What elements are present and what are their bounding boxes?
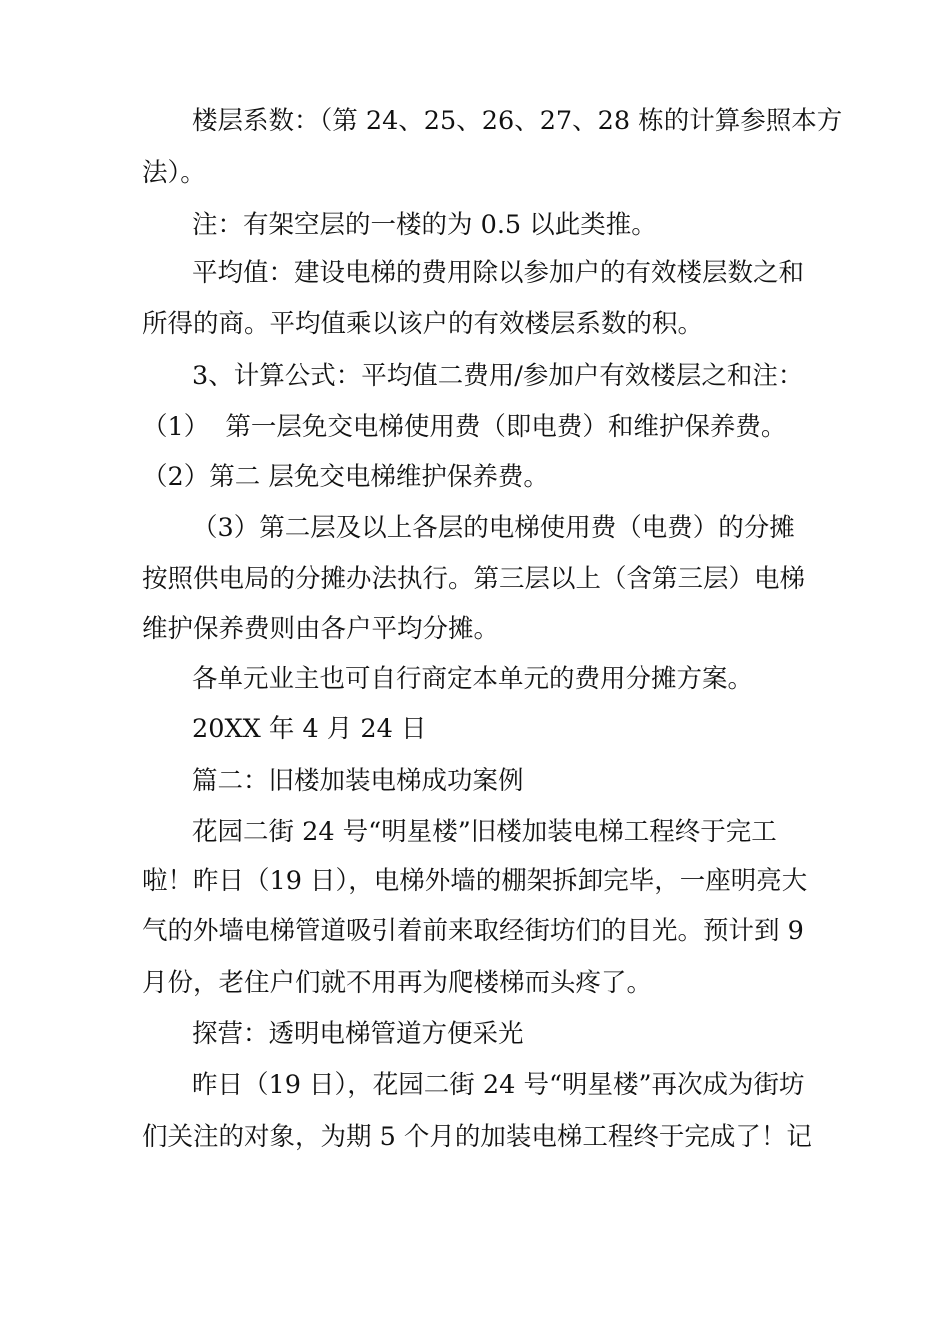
text-line: 气的外墙电梯管道吸引着前来取经街坊们的目光。预计到 9 [142, 916, 804, 946]
text-line: （1） 第一层免交电梯使用费（即电费）和维护保养费。 [142, 412, 787, 442]
text-line: 注：有架空层的一楼的为 0.5 以此类推。 [192, 210, 657, 240]
text-line: （3）第二层及以上各层的电梯使用费（电费）的分摊 [192, 513, 795, 543]
text-line: 月份，老住户们就不用再为爬楼梯而头疼了。 [142, 968, 653, 998]
text-line: 平均值：建设电梯的费用除以参加户的有效楼层数之和 [192, 258, 805, 288]
text-line: 法）。 [142, 158, 206, 188]
text-line: 按照供电局的分摊办法执行。第三层以上（含第三层）电梯 [142, 564, 806, 594]
date-line: 20XX 年 4 月 24 日 [192, 714, 427, 744]
section-heading: 篇二：旧楼加装电梯成功案例 [192, 766, 524, 796]
text-line: 昨日（19 日），花园二街 24 号“明星楼”再次成为街坊 [192, 1070, 805, 1100]
text-line: 3、计算公式：平均值二费用/参加户有效楼层之和注： [192, 361, 804, 391]
text-line: 花园二街 24 号“明星楼”旧楼加装电梯工程终于完工 [192, 817, 777, 847]
text-line: 各单元业主也可自行商定本单元的费用分摊方案。 [192, 664, 754, 694]
text-line: 啦！昨日（19 日），电梯外墙的棚架拆卸完毕，一座明亮大 [142, 866, 808, 896]
text-line: （2）第二 层免交电梯维护保养费。 [142, 462, 549, 492]
text-line: 楼层系数：（第 24、25、26、27、28 栋的计算参照本方 [192, 106, 843, 136]
text-line: 维护保养费则由各户平均分摊。 [142, 614, 500, 644]
text-line: 们关注的对象，为期 5 个月的加装电梯工程终于完成了！记 [142, 1122, 812, 1152]
subheading: 探营：透明电梯管道方便采光 [192, 1019, 524, 1049]
text-line: 所得的商。平均值乘以该户的有效楼层系数的积。 [142, 309, 704, 339]
